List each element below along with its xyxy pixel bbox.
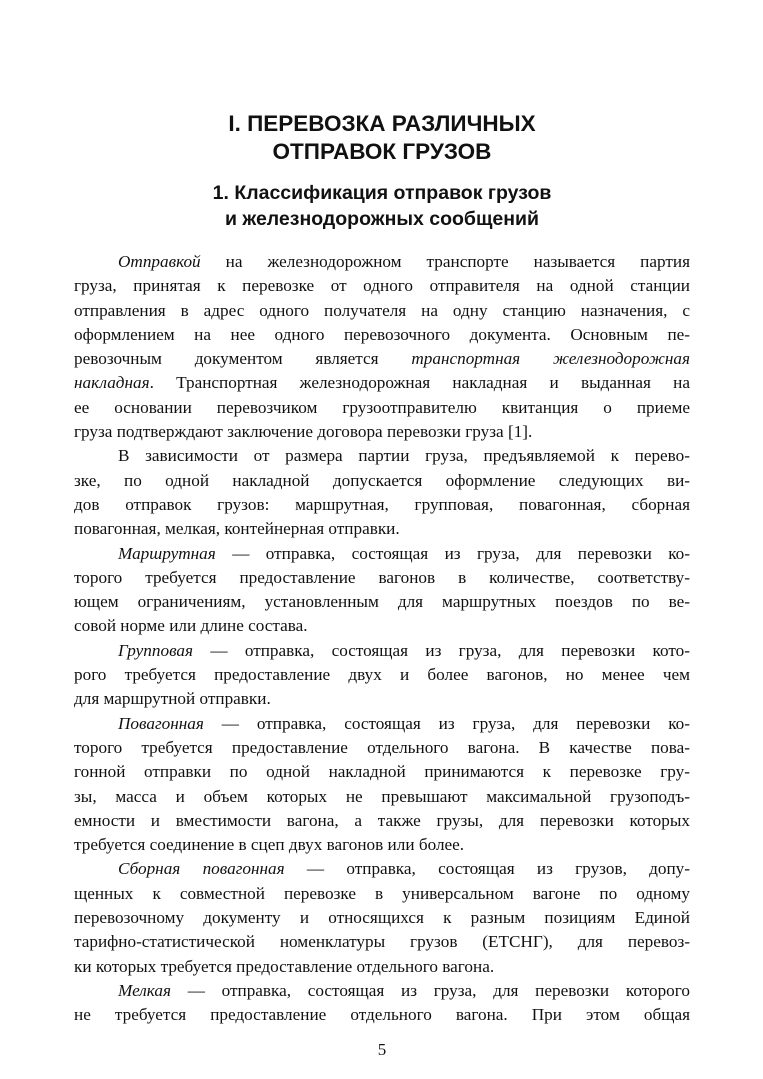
text-line: ющем ограничениям, установленным для маршрутных поездов по ве-	[74, 592, 690, 612]
paragraph	[74, 979, 690, 1028]
section-title-line: 1. Классификация отправок грузов	[212, 182, 552, 204]
text-line: рого требуется предоставление двух и более вагонов, но менее чем	[74, 665, 690, 685]
text-line: не требуется предоставление отдельного вагона. При этом общая	[74, 1005, 690, 1025]
paragraph	[74, 639, 690, 712]
term-povagonnaya: Повагонная	[118, 713, 204, 733]
text-line: ревозочным документом является транспортная железнодорожная	[74, 349, 690, 369]
term-nakladnaya-end: накладная	[74, 373, 150, 393]
section-title	[74, 181, 690, 232]
text-line: Отправкой на железнодорожном транспорте называется партия	[118, 252, 690, 271]
chapter-title-line: I. ПЕРЕВОЗКА РАЗЛИЧНЫХ	[228, 111, 536, 136]
paragraph	[74, 444, 690, 541]
paragraph	[74, 857, 690, 978]
text-line: дов отправок грузов: маршрутная, групповая, повагонная, сборная	[74, 494, 690, 514]
text-line: повагонная, мелкая, контейнерная отправки.	[74, 519, 400, 539]
text-line: отправления в адрес одного получателя на одну станцию назначения, с	[74, 300, 690, 320]
body-text	[74, 250, 690, 1028]
paragraph	[74, 712, 690, 858]
document-page	[74, 0, 690, 1079]
text-line: зке, по одной накладной допускается оформление следующих ви-	[74, 470, 690, 490]
term-marshrutnaya: Маршрутная	[118, 543, 216, 563]
text-line: Мелкая — отправка, состоящая из груза, для перевозки которого	[118, 980, 690, 1000]
chapter-title-line: ОТПРАВОК ГРУЗОВ	[272, 139, 492, 164]
text-line: ее основании перевозчиком грузоотправителю квитанция о приеме	[74, 397, 690, 417]
text-line: совой норме или длине состава.	[74, 616, 308, 636]
text-line: гонной отправки по одной накладной принимаются к перевозке гру-	[74, 762, 690, 782]
paragraph	[74, 542, 690, 639]
text-line: для маршрутной отправки.	[74, 689, 271, 709]
text-line: Повагонная — отправка, состоящая из груза, для перевозки ко-	[118, 713, 690, 733]
term-nakladnaya: транспортная железнодорожная	[411, 349, 690, 369]
text-line: требуется соединение в сцеп двух вагонов или более.	[74, 835, 465, 855]
section-title-line: и железнодорожных сообщений	[224, 207, 540, 230]
paragraph	[74, 250, 690, 444]
term-melkaya: Мелкая	[118, 980, 171, 1000]
text-line: торого требуется предоставление вагонов в количестве, соответству-	[74, 567, 690, 587]
text-line: оформлением на нее одного перевозочного документа. Основным пе-	[74, 324, 690, 344]
text-line: тарифно-статистической номенклатуры грузов (ЕТСНГ), для перевоз-	[74, 932, 690, 952]
text-line: емности и вместимости вагона, а также грузы, для перевозки которых	[74, 810, 690, 830]
term-gruppovaya: Групповая	[118, 640, 194, 660]
text-line: В зависимости от размера партии груза, предъявляемой к перево-	[118, 446, 690, 466]
text-line: зы, масса и объем которых не превышают максимальной грузоподъ-	[74, 786, 690, 806]
page-number: 5	[377, 1040, 387, 1059]
text-line: груза, принятая к перевозке от одного отправителя на одной станции	[74, 276, 690, 296]
text-line: перевозочному документу и относящихся к разным позициям Единой	[74, 908, 690, 928]
text-line: Групповая — отправка, состоящая из груза, для перевозки кото-	[118, 640, 690, 660]
text-line: накладная. Транспортная железнодорожная накладная и выданная на	[74, 373, 690, 393]
text-line: груза подтверждают заключение договора перевозки груза [1].	[74, 422, 533, 442]
chapter-title	[74, 110, 690, 166]
text-line: торого требуется предоставление отдельного вагона. В качестве пова-	[74, 737, 690, 757]
term-otpravka: Отправкой	[118, 252, 201, 271]
text-line: ки которых требуется предоставление отдельного вагона.	[74, 956, 495, 976]
term-sbornaya-povagonnaya: Сборная повагонная	[118, 859, 285, 879]
text-line: Маршрутная — отправка, состоящая из груза, для перевозки ко-	[118, 543, 690, 563]
text-line: Сборная повагонная — отправка, состоящая из грузов, допу-	[118, 859, 690, 879]
text-line: щенных к совместной перевозке в универсальном вагоне по одному	[74, 883, 690, 903]
